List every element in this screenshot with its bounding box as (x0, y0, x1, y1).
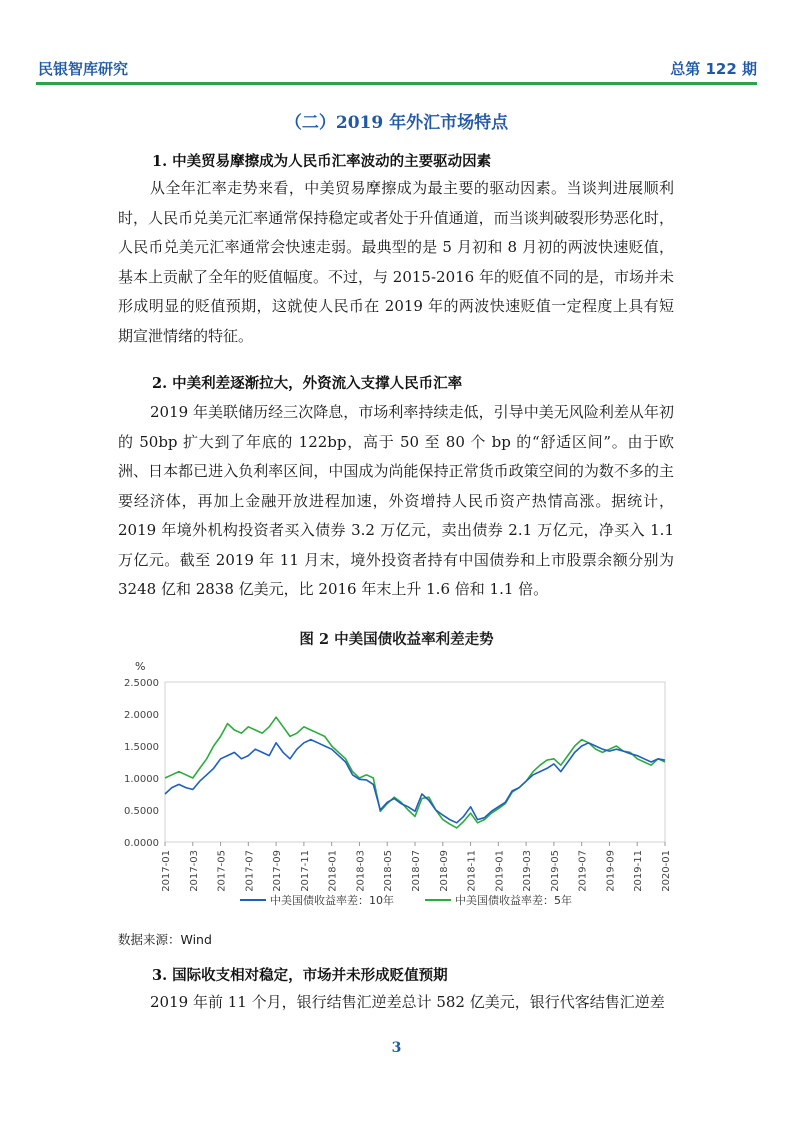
x-tick-label: 2019-05 (549, 850, 561, 892)
x-tick-label: 2018-05 (383, 850, 395, 892)
y-axis-label: % (135, 660, 146, 673)
x-tick-label: 2019-09 (605, 850, 617, 892)
y-tick-label: 2.0000 (124, 710, 159, 721)
y-tick-label: 1.5000 (124, 742, 159, 753)
x-tick-label: 2019-07 (577, 850, 589, 892)
subsection-2-paragraph: 2019 年美联储历经三次降息，市场利率持续走低，引导中美无风险利差从年初的 50bp 扩大到了年底的 122bp，高于 50 至 80 个 bp 的“舒适区间”。由于欧洲、日本都已进入负利率区间，中国成为尚能保持正常货币政策空间的为数不多的主要经济体，再加上金融开放进程加速，外资增持人民币资产热情高涨。据统计，2019 年境外机构投资者买入债券 3.2 万亿元，卖出债券 2.1 万亿元，净买入 1.1 万亿元。截至 2019 年 11 月末，境外投资者持有中国债券和上市股票余额分别为 3248 亿和 2838 亿美元，比 2016 年末上升 1.6 倍和 1.1 倍。 (118, 403, 674, 598)
page-number: 3 (391, 1040, 402, 1056)
subsection-2-heading: 2. 中美利差逐渐拉大，外资流入支撑人民币汇率 (152, 375, 463, 392)
x-tick-label: 2018-11 (466, 850, 478, 892)
legend-label-10y: 中美国债收益率差：10年 (270, 894, 394, 907)
header-issue-number: 总第 122 期 (670, 60, 757, 78)
x-tick-label: 2018-03 (355, 850, 367, 892)
x-tick-label: 2018-01 (327, 850, 339, 892)
x-tick-label: 2018-07 (411, 850, 422, 892)
y-tick-label: 2.5000 (124, 678, 159, 689)
x-tick-label: 2019-11 (633, 850, 645, 892)
x-tick-label: 2017-07 (244, 850, 256, 892)
legend-label-5y: 中美国债收益率差：5年 (455, 894, 572, 907)
section-title: （二）2019 年外汇市场特点 (284, 113, 509, 133)
source-note: 数据来源：Wind (118, 932, 212, 947)
series-line-10y (165, 740, 665, 823)
figure-title: 图 2 中美国债收益率利差走势 (299, 631, 494, 648)
x-tick-label: 2018-09 (438, 850, 450, 892)
x-tick-label: 2019-03 (522, 850, 534, 892)
y-tick-label: 0.5000 (124, 806, 159, 817)
subsection-3-paragraph: 2019 年前 11 个月，银行结售汇逆差总计 582 亿美元，银行代客结售汇逆差 (150, 993, 665, 1011)
x-tick-label: 2017-11 (299, 850, 311, 892)
yield-spread-chart (110, 652, 680, 917)
header-divider (36, 82, 757, 85)
subsection-3-heading: 3. 国际收支相对稳定，市场并未形成贬值预期 (152, 967, 448, 984)
x-tick-label: 2017-01 (161, 850, 172, 892)
subsection-1-heading: 1. 中美贸易摩擦成为人民币汇率波动的主要驱动因素 (152, 153, 492, 170)
plot-frame (165, 682, 665, 842)
x-tick-label: 2017-09 (272, 850, 284, 892)
x-tick-label: 2017-05 (216, 850, 228, 892)
x-tick-label: 2017-03 (188, 850, 200, 892)
y-tick-label: 0.0000 (124, 838, 159, 849)
y-tick-label: 1.0000 (124, 774, 159, 785)
x-tick-label: 2020-01 (661, 850, 672, 892)
subsection-1-paragraph: 从全年汇率走势来看，中美贸易摩擦成为最主要的驱动因素。当谈判进展顺利时，人民币兑美元汇率通常保持稳定或者处于升值通道，而当谈判破裂形势恶化时，人民币兑美元汇率通常会快速走弱。最典型的是 5 月初和 8 月初的两波快速贬值，基本上贡献了全年的贬值幅度。不过，与 2015-2016 年的贬值不同的是，市场并未形成明显的贬值预期，这就使人民币在 2019 年的两波快速贬值一定程度上具有短期宣泄情绪的特征。 (118, 179, 674, 345)
header-publication-name: 民银智库研究 (38, 60, 129, 78)
x-tick-label: 2019-01 (494, 850, 506, 892)
